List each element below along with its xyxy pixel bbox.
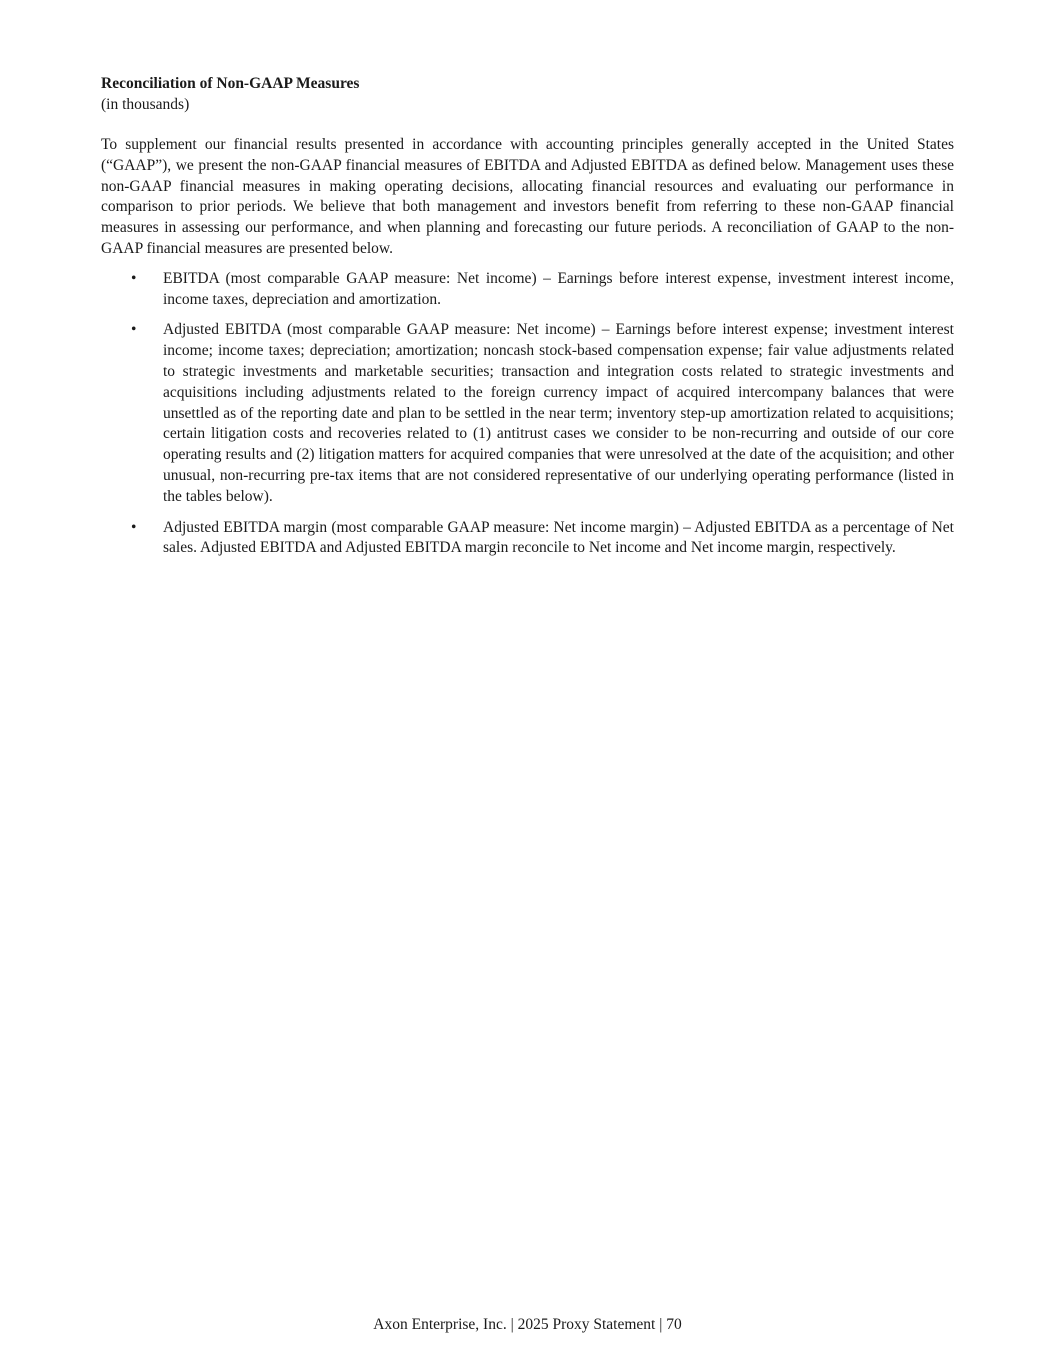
section-title: Reconciliation of Non-GAAP Measures <box>101 75 360 92</box>
bullet-marker: • <box>131 269 137 287</box>
intro-paragraph: To supplement our financial results presented in accordance with accounting principles generally accepted in the United States (“GAAP”), we present the non-GAAP financial measures of EBITDA and Adjusted EBITDA as defined below. Management uses these non-GAAP financial measures in making operating decisions, allocating financial resources and evaluating our performance in comparison to prior periods. We believe that both management and investors benefit from referring to these non-GAAP financial measures in assessing our performance, and when planning and forecasting our future periods. A reconciliation of GAAP to the non-GAAP financial measures are presented below. <box>101 136 954 257</box>
bullet-marker: • <box>131 518 137 536</box>
bullet-text-adjusted-ebitda-margin: Adjusted EBITDA margin (most comparable GAAP measure: Net income margin) – Adjusted EBITDA as a percentage of Net sales. Adjusted EBITDA and Adjusted EBITDA margin reconcile to Net income and Net income margin, respectively. <box>163 518 954 557</box>
bullet-marker: • <box>131 321 137 339</box>
bullet-text-ebitda: EBITDA (most comparable GAAP measure: Net income) – Earnings before interest expense, investment interest income, income taxes, depreciation and amortization. <box>163 269 954 308</box>
list-item <box>101 518 954 560</box>
list-item <box>101 320 954 507</box>
definitions-list <box>101 269 954 559</box>
page-footer: Axon Enterprise, Inc. | 2025 Proxy Statement | 70 <box>373 1316 682 1333</box>
list-item <box>101 269 954 311</box>
bullet-text-adjusted-ebitda: Adjusted EBITDA (most comparable GAAP measure: Net income) – Earnings before interest expense; investment interest income; income taxes; depreciation; amortization; noncash stock-based compensation expense; fair value adjustments related to strategic investments and marketable securities; transaction and integration costs related to strategic investments and acquisitions including adjustments related to the foreign currency impact of acquired intercompany balances that were unsettled as of the reporting date and plan to be settled in the near term; inventory step-up amortization related to acquisitions; certain litigation costs and recoveries related to (1) antitrust cases we consider to be non-recurring and outside of our core operating results and (2) litigation matters for acquired companies that were unresolved at the date of the acquisition; and other unusual, non-recurring pre-tax items that are not considered representative of our underlying operating performance (listed in the tables below). <box>163 321 954 505</box>
document-body <box>101 73 954 569</box>
units-note: (in thousands) <box>101 96 190 113</box>
